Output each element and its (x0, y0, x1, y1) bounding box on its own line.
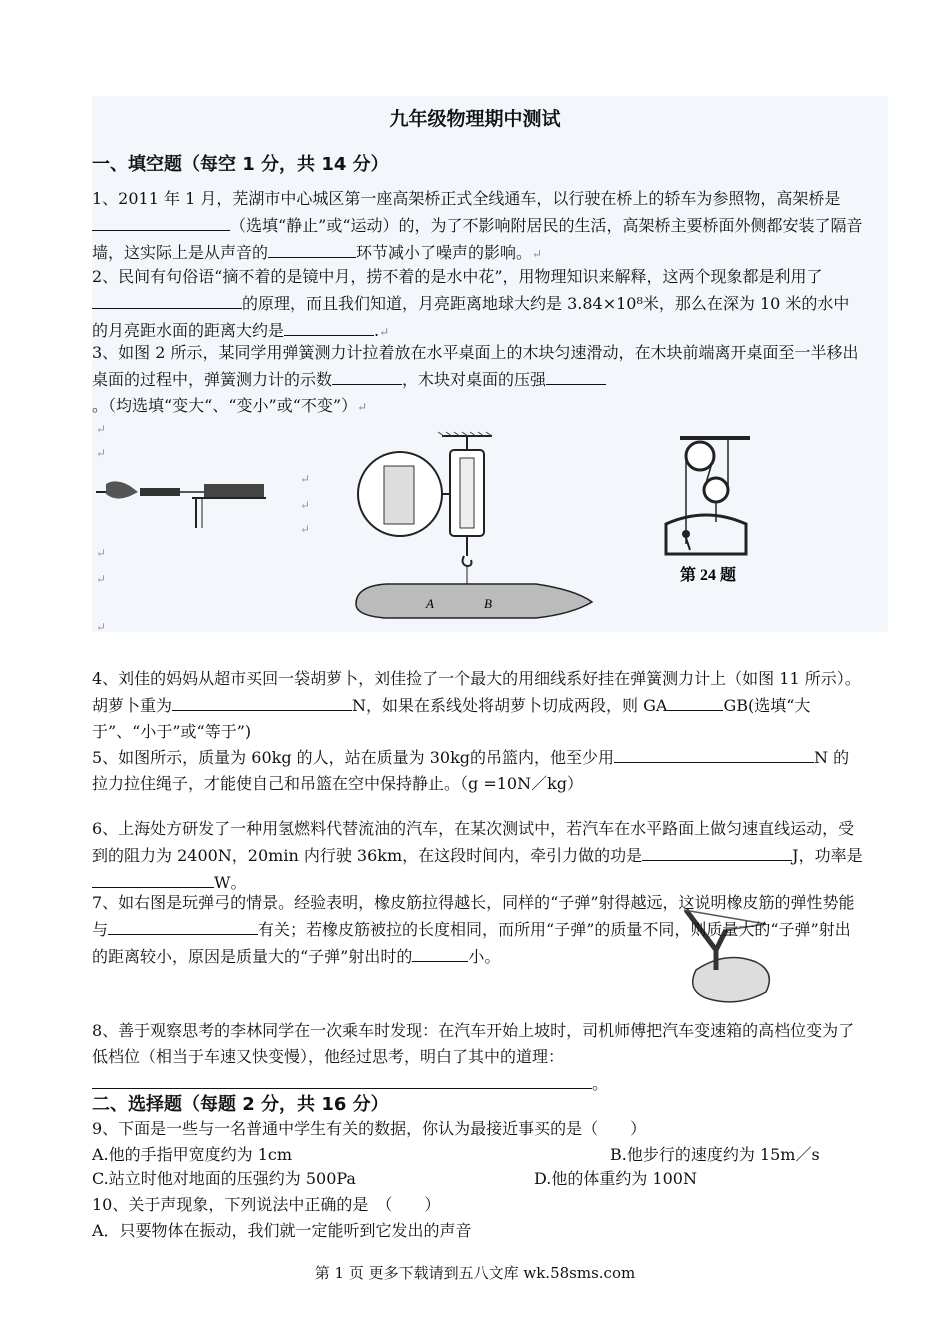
question-6: 6、上海处方研发了一种用氢燃料代替流油的汽车，在某次测试中，若汽车在水平路面上做匀速直线运动，受到的阻力为 2400N，20min 内行驶 36km，在这段时间内，牵引力做的功是 J，功率是W。 (92, 819, 863, 892)
question-1: 1、2011 年 1 月，芜湖市中心城区第一座高架桥正式全线通车，以行驶在桥上的轿车为参照物，高架桥是（选填“静止”或“运动）的，为了不影响附居民的生活，高架桥主要桥面外侧都安装了隔音墙，这实际上是从声音的 环节减小了噪声的影响。↵ (92, 189, 863, 262)
page-footer: 第 1 页 更多下载请到五八文库 wk.58sms.com (314, 1264, 636, 1282)
return-mark: ↵ (96, 422, 107, 436)
question-9-option-d[interactable]: D.他的体重约为 100N (534, 1169, 697, 1188)
blank[interactable] (642, 842, 792, 861)
pulley-basket-figure (660, 432, 760, 592)
question-9-stem: 9、下面是一些与一名普通中学生有关的数据，你认为最接近事买的是（ ） (92, 1119, 647, 1138)
carrot-label-a: A (426, 596, 434, 611)
question-7: 7、如右图是玩弹弓的情景。经验表明，橡皮筋拉得越长，同样的“子弹”射得越远，这说明橡皮筋的弹性势能与 有关；若橡皮筋被拉的长度相同，而所用“子弹”的质量不同，则质量大的“子弹”射出的距离较小，原因是质量大的“子弹”射出时的 小。 (92, 893, 855, 966)
blank[interactable] (92, 212, 230, 231)
blank[interactable] (546, 366, 606, 385)
question-2: 2、民间有句俗语“摘不着的是镜中月，捞不着的是水中花”，用物理知识来解释，这两个现象都是利用了的原理，而且我们知道，月亮距离地球大约是 3.84×10⁸米，那么在深为 10 米的水中的月亮距水面的距离大约是 .↵ (92, 267, 850, 340)
blank[interactable] (614, 744, 814, 763)
carrot-spring-scale-figure (352, 432, 592, 622)
return-mark: ↵ (300, 522, 311, 536)
question-4: 4、刘佳的妈妈从超市买回一袋胡萝卜，刘佳捡了一个最大的用细线系好挂在弹簧测力计上（如图 11 所示）。胡萝卜重为 N，如果在系线处将胡萝卜切成两段，则 GA GB(选填“大于”、“小于”或“等于”) (92, 669, 861, 741)
spring-scale-block-figure (96, 470, 266, 530)
blank[interactable] (412, 943, 468, 962)
question-9-option-a[interactable]: A.他的手指甲宽度约为 1cm (92, 1145, 293, 1164)
blank[interactable] (92, 869, 214, 888)
blank[interactable] (268, 239, 356, 258)
figure-24-caption: 第 24 题 (679, 567, 737, 584)
page-title: 九年级物理期中测试 (389, 108, 561, 130)
section-1-heading: 一、填空题（每空 1 分，共 14 分） (92, 154, 389, 175)
blank[interactable] (92, 290, 242, 309)
carrot-label-b: B (484, 596, 492, 611)
blank[interactable] (92, 1070, 592, 1089)
question-10-stem: 10、关于声现象，下列说法中正确的是 （ ） (92, 1195, 441, 1214)
question-5: 5、如图所示，质量为 60kg 的人，站在质量为 30kg的吊篮内，他至少用 N 的拉力拉住绳子，才能使自己和吊篮在空中保持静止。（g =10N／kg） (92, 744, 864, 797)
blank[interactable] (108, 916, 258, 935)
question-9-option-c[interactable]: C.站立时他对地面的压强约为 500Pa (92, 1169, 356, 1188)
blank[interactable] (667, 692, 723, 711)
return-mark: ↵ (96, 620, 107, 634)
blank[interactable] (284, 317, 374, 336)
return-mark: ↵ (300, 472, 311, 486)
return-mark: ↵ (96, 572, 107, 586)
section-2-heading: 二、选择题（每题 2 分，共 16 分） (92, 1094, 389, 1115)
return-mark: ↵ (96, 446, 107, 460)
question-10-option-a[interactable]: A．只要物体在振动，我们就一定能听到它发出的声音 (92, 1221, 472, 1240)
return-mark: ↵ (300, 498, 311, 512)
question-9-option-b[interactable]: B.他步行的速度约为 15m／s (610, 1145, 820, 1164)
return-mark: ↵ (96, 546, 107, 560)
question-3: 3、如图 2 所示，某同学用弹簧测力计拉着放在水平桌面上的木块匀速滑动，在木块前端离开桌面至一半移出桌面的过程中，弹簧测力计的示数 ，木块对桌面的压强。（均选填“变大“、“变小”或“不变”）↵ (92, 343, 859, 415)
question-8: 8、善于观察思考的李林同学在一次乘车时发现：在汽车开始上坡时，司机师傅把汽车变速箱的高档位变为了低档位（相当于车速又快变慢），他经过思考，明白了其中的道理：。 (92, 1021, 855, 1093)
blank[interactable] (332, 366, 402, 385)
blank[interactable] (172, 692, 352, 711)
